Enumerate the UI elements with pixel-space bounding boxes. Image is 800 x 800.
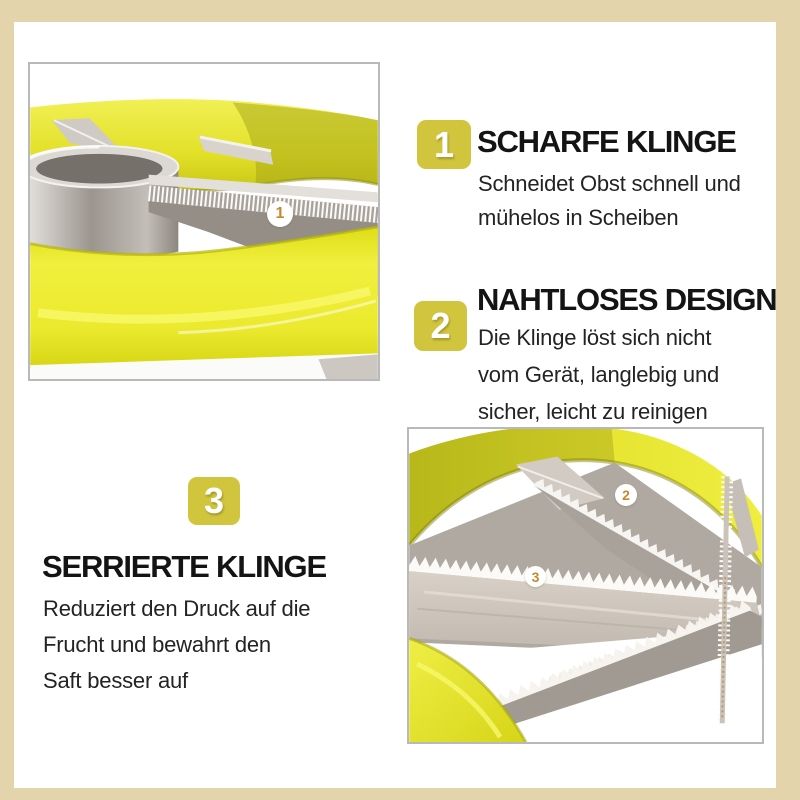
feature-title-2: NAHTLOSES DESIGN (477, 282, 777, 317)
photo-marker-3: 3 (525, 566, 546, 587)
photo-slicer-top-view (28, 62, 380, 381)
slicer-top-illustration (30, 64, 378, 379)
photo-serrated-blades-closeup (407, 427, 764, 744)
feature-2-line-1: Die Klinge löst sich nicht (478, 325, 712, 350)
photo-marker-2: 2 (615, 484, 637, 506)
feature-2-line-3: sicher, leicht zu reinigen (478, 399, 708, 424)
feature-badge-1: 1 (417, 120, 471, 169)
feature-description-3 (43, 591, 310, 699)
feature-badge-2: 2 (414, 301, 467, 351)
feature-1-line-2: mühelos in Scheiben (478, 205, 679, 230)
feature-title-3: SERRIERTE KLINGE (42, 549, 326, 584)
feature-description-1 (478, 167, 741, 235)
corer-ring-hole (36, 154, 162, 184)
feature-3-line-3: Saft besser auf (43, 668, 188, 693)
feature-badge-3: 3 (188, 477, 240, 525)
serrated-blades-illustration (409, 429, 762, 742)
photo-marker-1: 1 (267, 201, 293, 227)
feature-description-2 (478, 319, 719, 430)
feature-2-line-2: vom Gerät, langlebig und (478, 362, 720, 387)
feature-3-line-1: Reduziert den Druck auf die (43, 596, 311, 621)
feature-3-line-2: Frucht und bewahrt den (43, 632, 271, 657)
feature-title-1: SCHARFE KLINGE (477, 124, 736, 159)
feature-1-line-1: Schneidet Obst schnell und (478, 171, 741, 196)
